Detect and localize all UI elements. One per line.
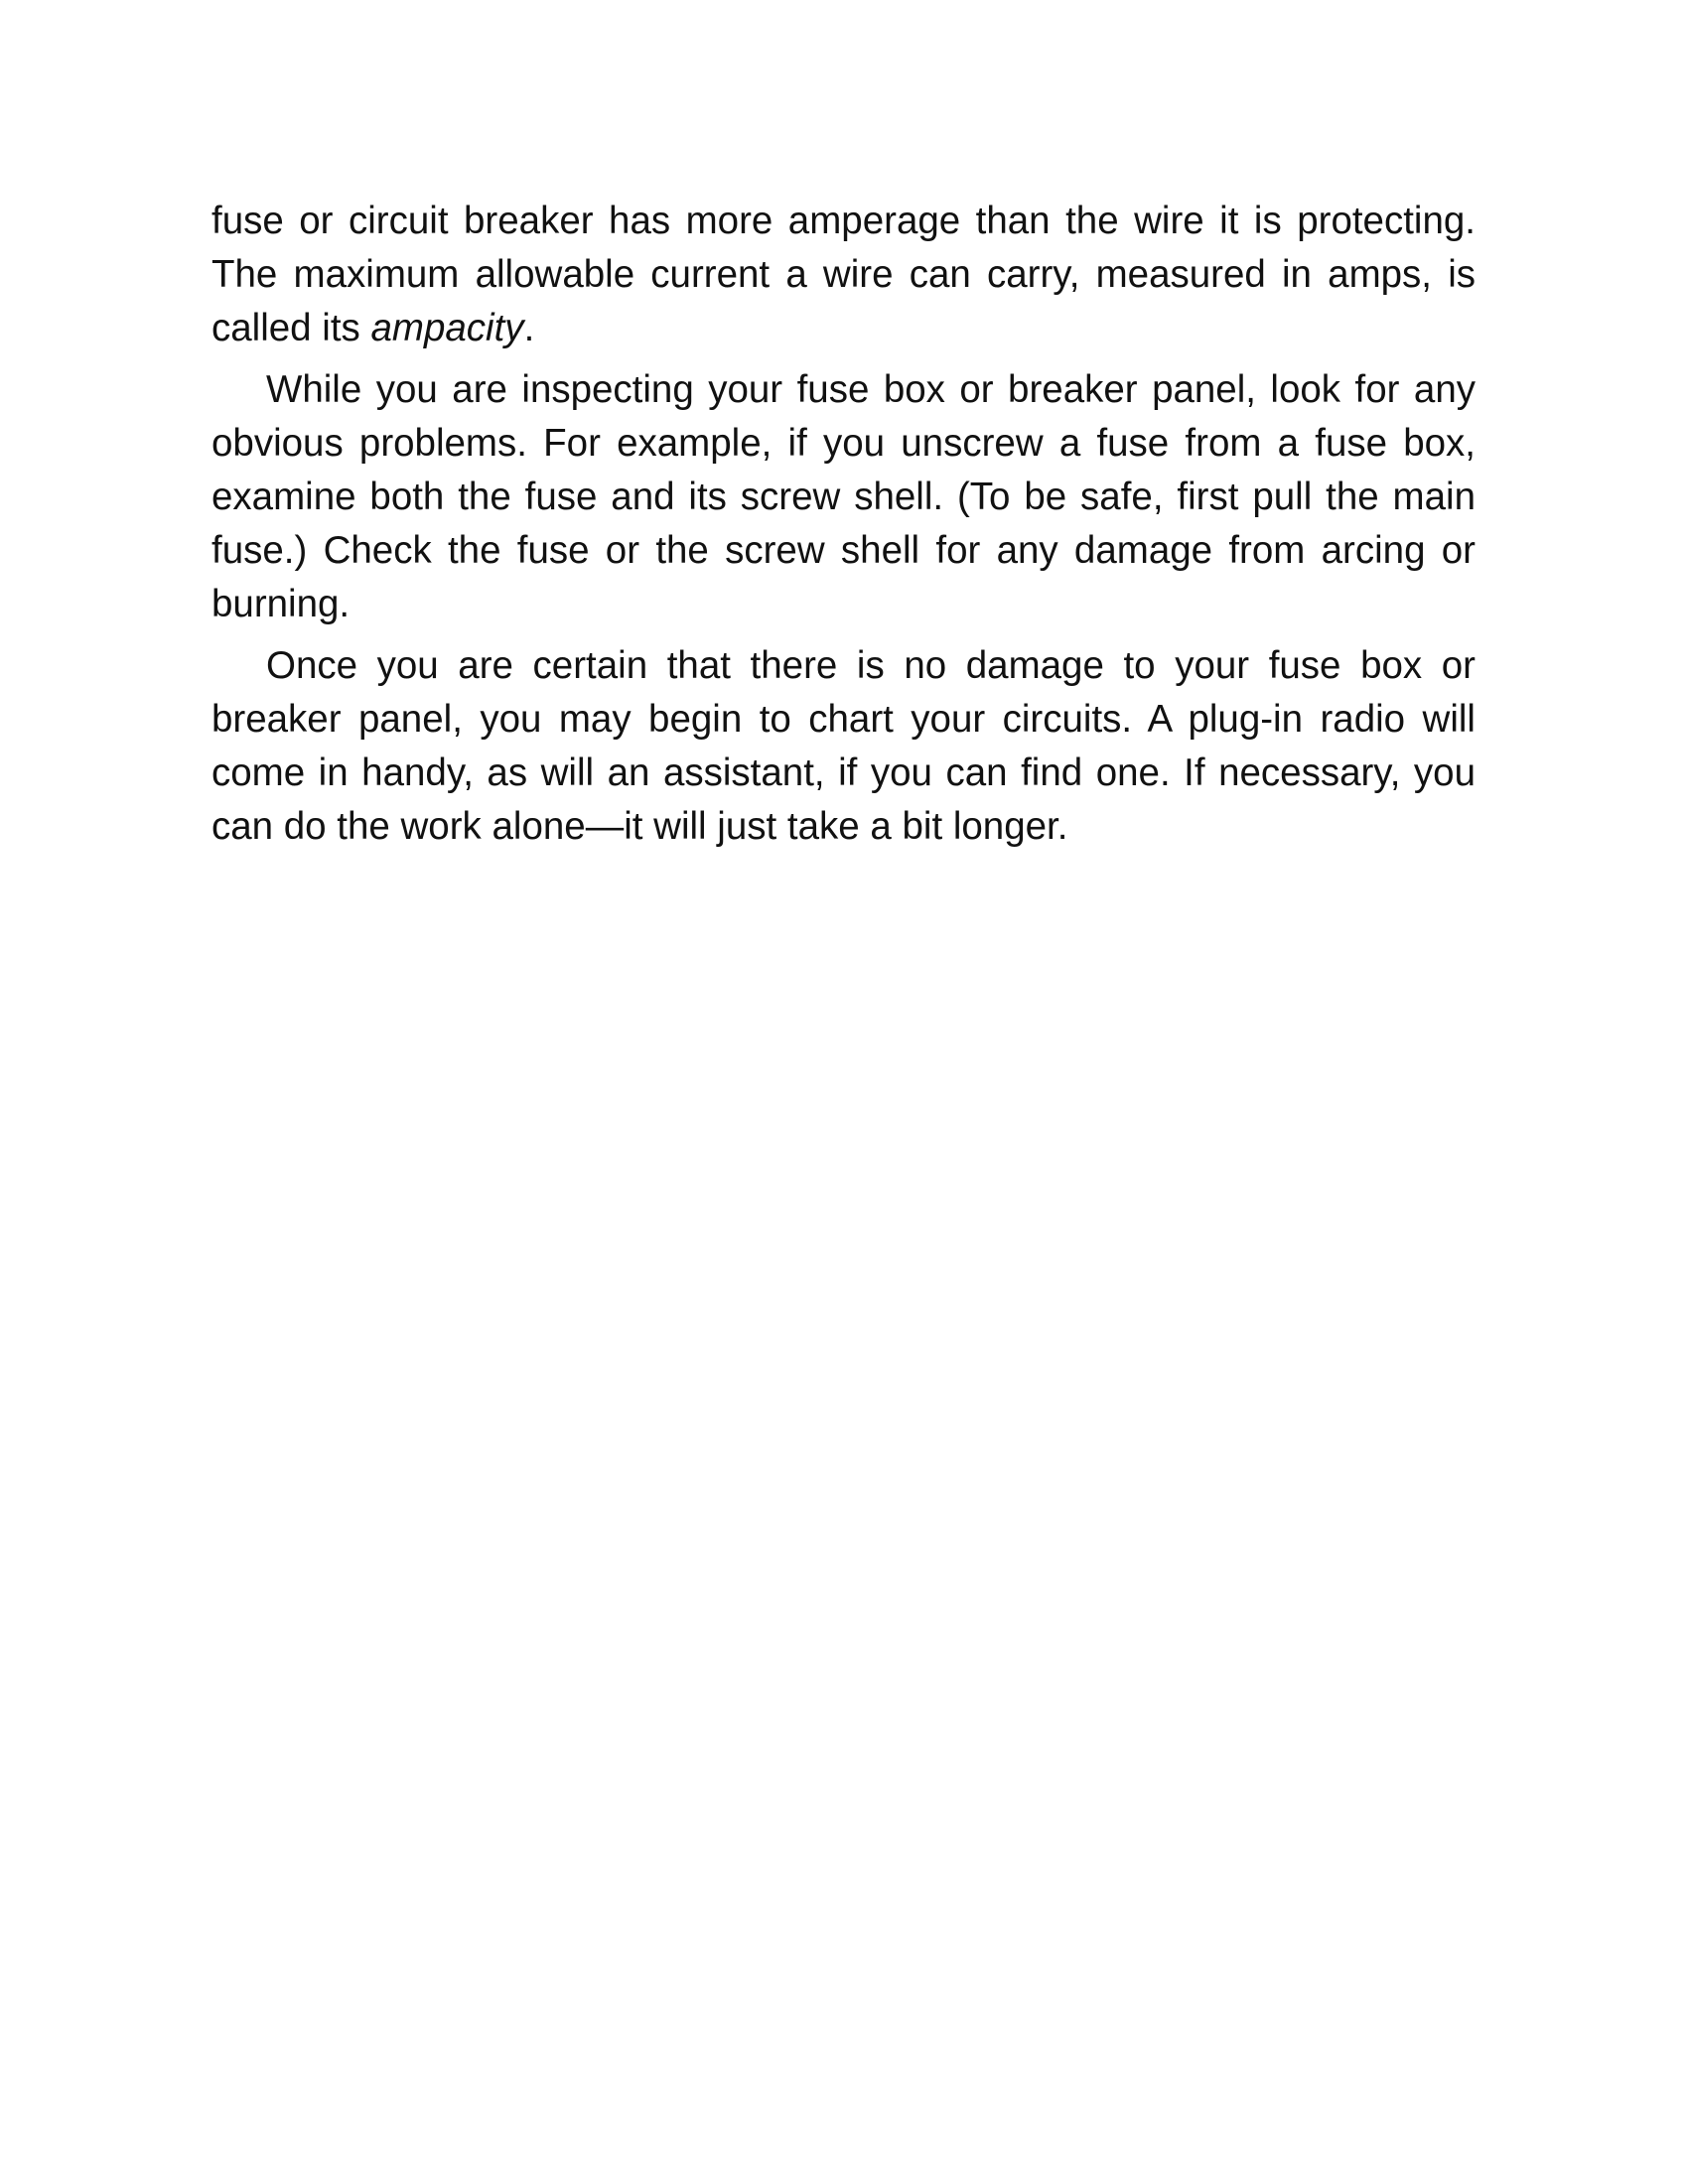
- paragraph-3: Once you are certain that there is no damage to your fuse box or breaker panel, you may begin to chart your circuits. A plug-in radio will come in handy, as will an assistant, if you can find one. If necessary, you can do the work alone—it will just take a bit longer.: [211, 644, 1476, 848]
- body-text: [211, 195, 1476, 862]
- paragraph-1-end: .: [523, 307, 535, 349]
- ampacity-term: ampacity: [370, 307, 524, 349]
- paragraph-2: While you are inspecting your fuse box or breaker panel, look for any obvious problems. For example, if you unscrew a fuse from a fuse box, examine both the fuse and its screw shell. (To be safe, first pull the main fuse.) Check the fuse or the screw shell for any damage from arcing or burning.: [211, 368, 1476, 625]
- paragraph-1-text: fuse or circuit breaker has more amperage than the wire it is protecting. The maximum allowable current a wire can carry, measured in amps, is called its: [211, 200, 1476, 349]
- paragraph-1: [211, 195, 1476, 355]
